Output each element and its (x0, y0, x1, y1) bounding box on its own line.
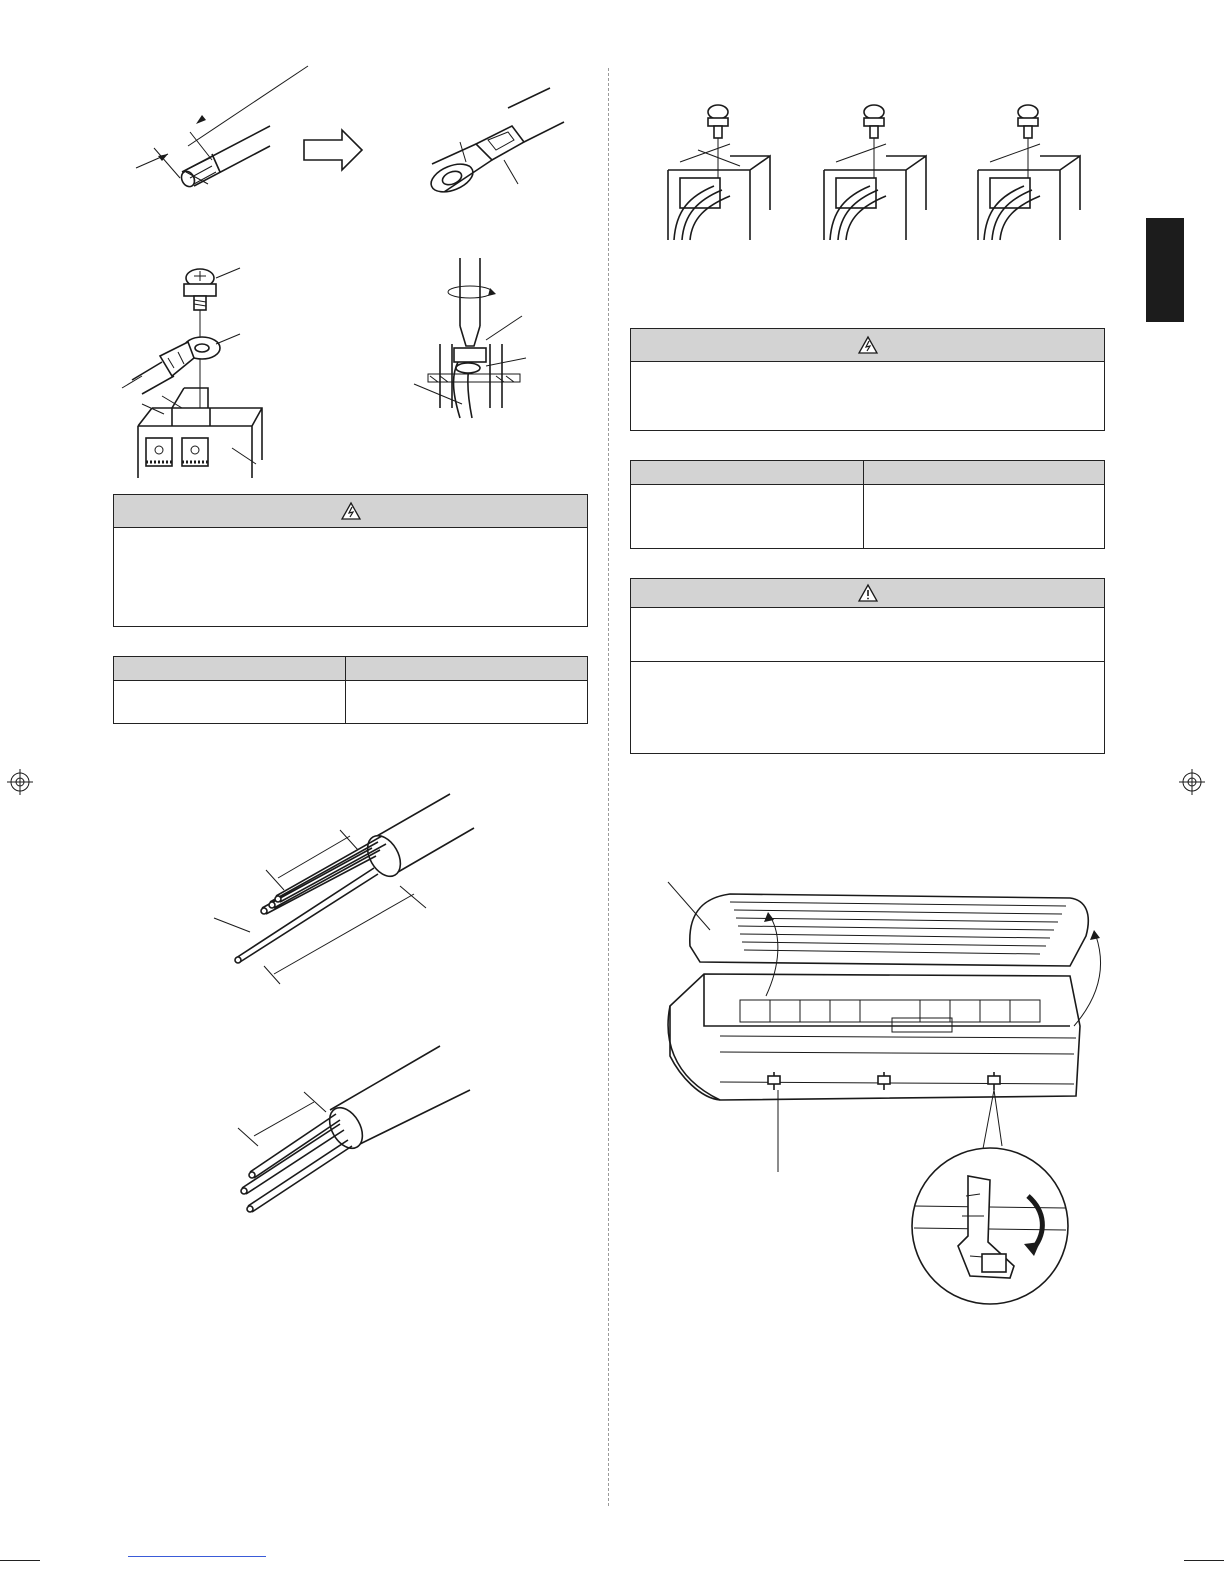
table-cell (346, 681, 587, 723)
electric-warning-box-right (630, 328, 1105, 431)
table-cell (631, 485, 864, 548)
cable-strip-figure-earth (210, 790, 490, 990)
footer-rule-left (0, 1560, 40, 1561)
table-header-cell (864, 461, 1104, 485)
table-cell (864, 485, 1104, 548)
table-header-cell (346, 657, 587, 681)
high-voltage-warning-icon (858, 336, 878, 354)
wire-stripping-figure (120, 60, 580, 200)
warning-box-header (631, 329, 1104, 362)
table-header-cell (114, 657, 346, 681)
cable-strip-figure (230, 1040, 480, 1220)
indoor-unit-figure (660, 876, 1110, 1176)
high-voltage-warning-icon (341, 502, 361, 520)
table-header-cell (631, 461, 864, 485)
caution-box-header (631, 579, 1104, 608)
language-tab (1146, 218, 1184, 322)
spec-table-right (630, 460, 1105, 549)
footer-rule-right (1184, 1560, 1224, 1561)
electric-warning-box-left (113, 494, 588, 627)
spec-table-left (113, 656, 588, 724)
caution-triangle-icon (858, 584, 878, 602)
caution-box (630, 578, 1105, 754)
registration-mark-right (1178, 768, 1206, 796)
screwdriver-figure (410, 258, 540, 428)
terminal-connection-figures (660, 100, 1090, 250)
terminal-screw-figure (112, 258, 272, 488)
latch-detail-figure (910, 1146, 1070, 1306)
footer-link-underline (128, 1556, 266, 1557)
caution-row-divider (631, 661, 1104, 662)
column-divider (608, 68, 609, 1506)
registration-mark-left (6, 768, 34, 796)
table-cell (114, 681, 346, 723)
warning-box-header (114, 495, 587, 528)
